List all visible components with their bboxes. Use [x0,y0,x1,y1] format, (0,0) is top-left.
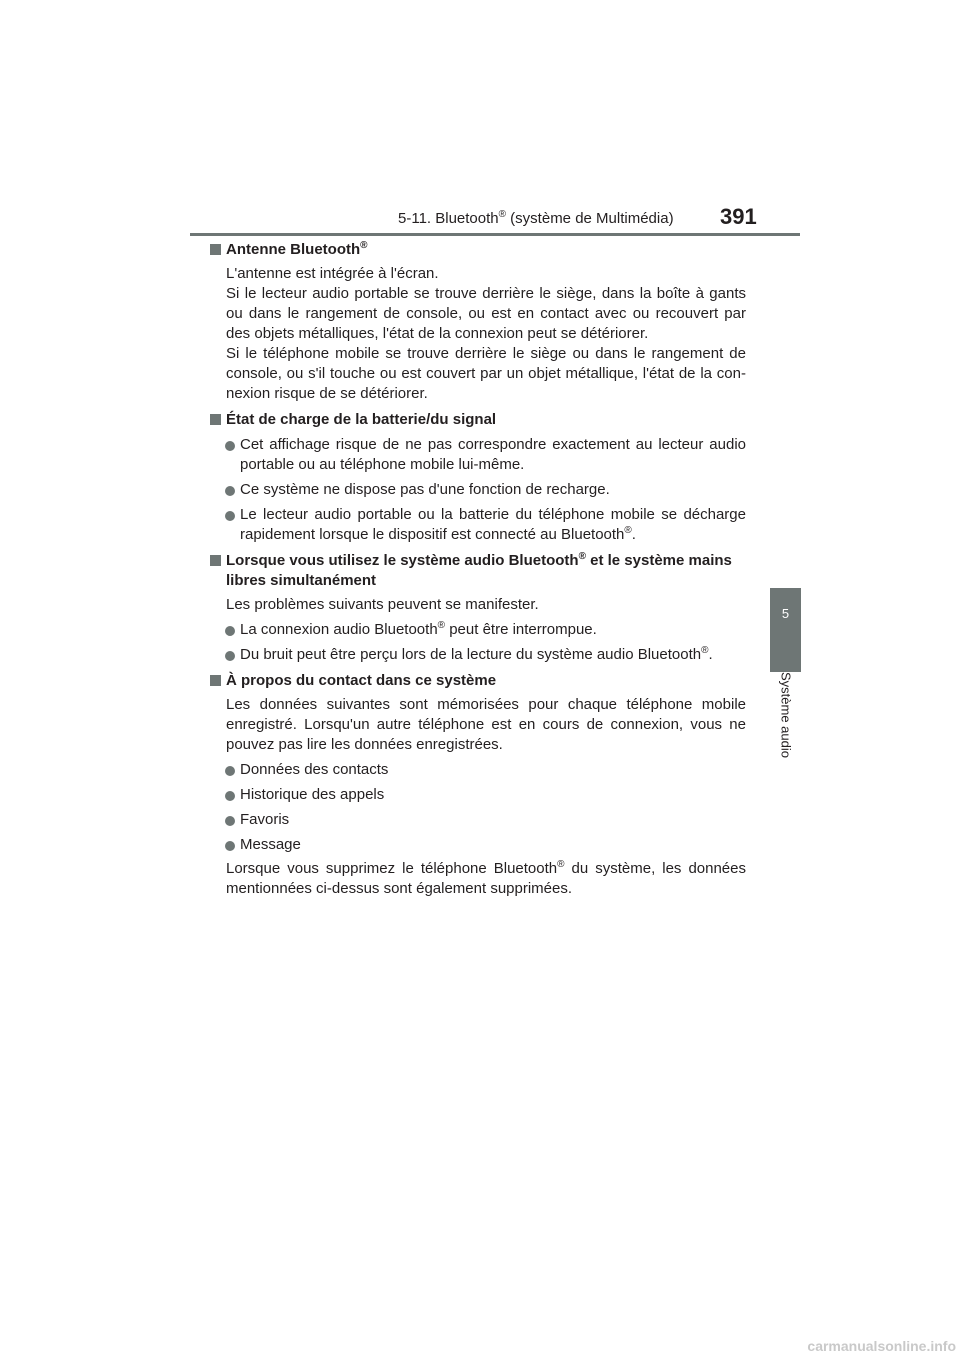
list-item: Historique des appels [210,785,746,805]
list-item: Favoris [210,810,746,830]
round-bullet-icon [225,816,235,826]
square-bullet-icon [210,244,221,255]
page-footer [0,1338,960,1358]
square-bullet-icon [210,414,221,425]
paragraph: Les problèmes suivants peuvent se manifester. [226,596,539,613]
paragraph: Les données suivantes sont mémorisées pour chaque téléphone mobile enregistré. Lorsqu'un autre téléphone est en cours de connexion, vous ne pouvez pas lire les données enregistrées. [226,696,746,753]
paragraph: Si le lecteur audio portable se trouve derrière le siège, dans la boîte à gants ou dans le rangement de console, ou est en contact avec ou recouvert par des objets métalliques, l'état de la connexion peut se détériorer. [226,285,746,342]
list-item: Ce système ne dispose pas d'une fonction de recharge. [210,480,746,500]
page-number: 391 [720,204,757,229]
paragraph: Lorsque vous supprimez le téléphone Bluetooth® du système, les données mentionnées ci-dessus sont également supprimées. [226,859,746,897]
round-bullet-icon [225,791,235,801]
watermark: carmanualsonline.info [807,1338,956,1354]
round-bullet-icon [225,441,235,451]
paragraph: L'antenne est intégrée à l'écran. [226,265,439,282]
round-bullet-icon [225,486,235,496]
chapter-label-wrap [770,672,801,782]
list-item: Données des contacts [210,760,746,780]
page-content [210,240,746,899]
heading-antenna: Antenne Bluetooth® [210,240,746,260]
list-item: Du bruit peut être perçu lors de la lecture du système audio Bluetooth®. [210,645,746,665]
page-header [0,0,960,240]
round-bullet-icon [225,841,235,851]
list-item: Message [210,835,746,855]
section-title: 5-11. Bluetooth® (système de Multimédia) [398,209,674,227]
heading-battery: État de charge de la batterie/du signal [210,410,746,430]
chapter-label: Système audio [778,672,794,758]
header-rule [190,233,800,236]
round-bullet-icon [225,766,235,776]
square-bullet-icon [210,555,221,566]
round-bullet-icon [225,511,235,521]
square-bullet-icon [210,675,221,686]
chapter-tab [770,588,801,672]
list-item: La connexion audio Bluetooth® peut être interrompue. [210,620,746,640]
round-bullet-icon [225,626,235,636]
list-item: Cet affichage risque de ne pas correspondre exactement au lecteur audio portable ou au téléphone mobile lui-même. [210,435,746,475]
round-bullet-icon [225,651,235,661]
heading-simultaneous: Lorsque vous utilisez le système audio Bluetooth® et le système mains libres simultanément [210,551,746,591]
list-item: Le lecteur audio portable ou la batterie du téléphone mobile se décharge rapidement lorsque le dispositif est connecté au Bluetooth®. [210,505,746,545]
heading-contacts: À propos du contact dans ce système [210,671,746,691]
chapter-number: 5 [781,606,790,621]
paragraph: Si le téléphone mobile se trouve derrière le siège ou dans le rangement de console, ou s'il touche ou est couvert par un objet métallique, l'état de la con-nexion risque de se détériorer. [226,345,746,402]
